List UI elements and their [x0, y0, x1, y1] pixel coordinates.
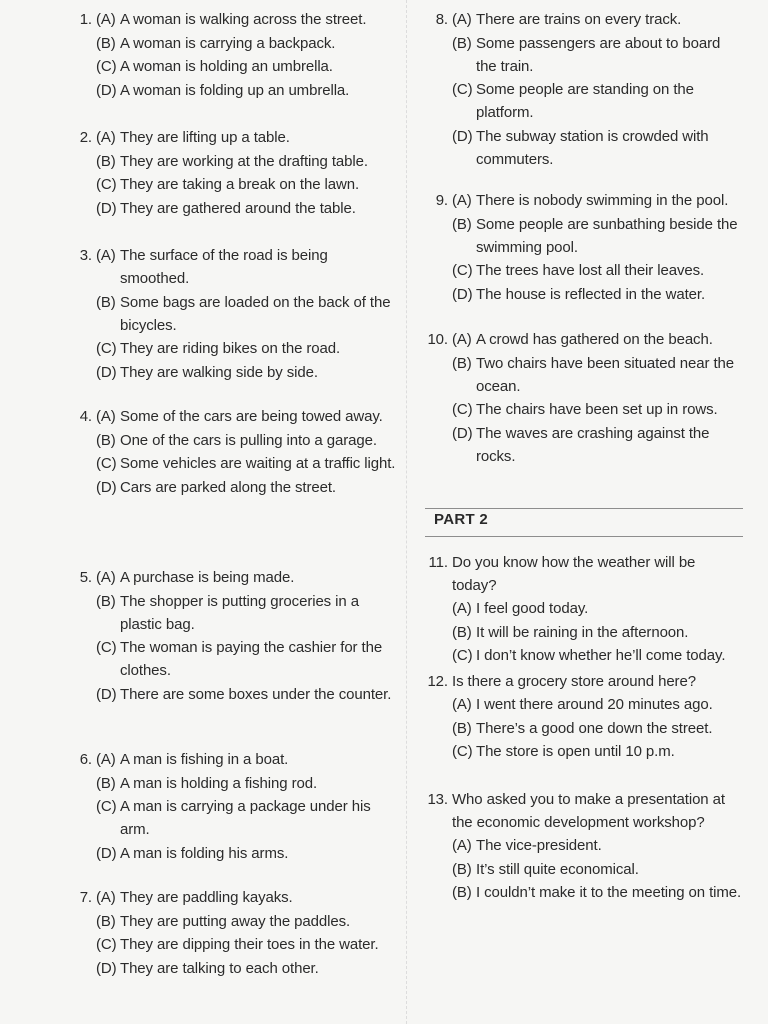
option-label: (D) — [452, 285, 473, 303]
option-text: A man is holding a fishing rod. — [120, 774, 318, 792]
option-text: A woman is walking across the street. — [120, 11, 367, 28]
question-11 — [428, 551, 742, 668]
question-9 — [435, 189, 742, 306]
option-label: (A) — [452, 696, 472, 713]
answer-option — [452, 693, 742, 716]
option-text: I couldn’t make it to the meeting on time. — [476, 884, 742, 901]
option-text: They are riding bikes on the road. — [120, 340, 341, 357]
option-text: They are taking a break on the lawn. — [120, 176, 360, 193]
option-label: (C) — [452, 647, 473, 664]
answer-option — [96, 795, 396, 841]
option-label: (A) — [96, 247, 116, 264]
option-text: They are paddling kayaks. — [120, 889, 293, 906]
answer-option — [452, 125, 742, 171]
column-divider — [406, 0, 407, 1024]
answer-option — [96, 636, 396, 682]
answer-option — [96, 173, 396, 196]
option-text: Some people are standing on the platform. — [476, 81, 694, 121]
option-label: (C) — [96, 176, 117, 193]
option-text: They are walking side by side. — [120, 363, 318, 381]
option-text: There are some boxes under the counter. — [120, 685, 392, 703]
question-number: 6. — [79, 751, 92, 768]
option-label: (D) — [96, 199, 117, 217]
answer-option — [96, 772, 396, 795]
option-label: (B) — [96, 912, 116, 930]
option-label: (A) — [96, 569, 116, 586]
answer-option — [452, 398, 742, 421]
option-text: Some passengers are about to board the train. — [476, 34, 721, 75]
option-label: (D) — [96, 81, 117, 99]
answer-option — [452, 644, 742, 667]
answer-option — [435, 8, 742, 31]
option-text: A woman is carrying a backpack. — [120, 34, 336, 52]
option-label: (B) — [452, 623, 472, 641]
answer-option — [452, 621, 742, 644]
question-8 — [435, 8, 742, 171]
option-label: (D) — [452, 127, 473, 145]
option-label: (D) — [452, 424, 473, 442]
question-number: 7. — [79, 889, 92, 906]
answer-option — [452, 881, 742, 904]
option-label: (C) — [96, 798, 117, 815]
answer-option — [96, 79, 396, 102]
answer-option — [427, 328, 742, 351]
answer-option — [452, 740, 742, 763]
option-label: (C) — [96, 936, 117, 953]
option-text: I don’t know whether he’ll come today. — [476, 647, 726, 664]
option-text: The house is reflected in the water. — [476, 285, 706, 303]
answer-option — [452, 213, 742, 259]
option-text: Some people are sunbathing beside the swimming pool. — [476, 215, 738, 256]
option-text: I feel good today. — [476, 600, 589, 617]
option-label: (B) — [452, 215, 472, 233]
option-text: Two chairs have been situated near the ocean. — [476, 354, 735, 395]
option-text: A man is carrying a package under his arm. — [120, 798, 371, 838]
option-label: (D) — [96, 478, 117, 496]
option-text: They are lifting up a table. — [120, 129, 290, 146]
option-text: There are trains on every track. — [476, 11, 682, 28]
option-text: The store is open until 10 p.m. — [476, 743, 675, 760]
option-text: They are putting away the paddles. — [120, 912, 351, 930]
question-stem-text: Who asked you to make a presentation at the economic development workshop? — [452, 791, 725, 831]
answer-option — [452, 834, 742, 857]
question-10 — [427, 328, 742, 468]
option-label: (B) — [96, 152, 116, 170]
option-text: The chairs have been set up in rows. — [476, 401, 718, 418]
option-label: (B) — [452, 719, 472, 737]
option-text: Some of the cars are being towed away. — [120, 408, 383, 425]
option-text: The shopper is putting groceries in a plastic bag. — [120, 592, 359, 633]
option-label: (B) — [452, 884, 472, 901]
option-label: (A) — [96, 129, 116, 146]
question-12 — [427, 670, 742, 764]
answer-option — [79, 748, 396, 771]
option-label: (C) — [452, 81, 473, 98]
answer-option — [452, 259, 742, 282]
question-stem — [427, 670, 742, 693]
option-label: (B) — [452, 860, 472, 878]
option-text: A man is folding his arms. — [120, 844, 289, 862]
option-label: (C) — [96, 455, 117, 472]
option-label: (A) — [452, 11, 472, 28]
answer-option — [96, 933, 396, 956]
answer-option — [96, 683, 396, 706]
option-text: There is nobody swimming in the pool. — [476, 192, 729, 209]
answer-option — [79, 126, 396, 149]
question-number: 2. — [79, 129, 92, 146]
option-text: One of the cars is pulling into a garage. — [120, 431, 377, 449]
option-label: (C) — [452, 743, 473, 760]
option-label: (C) — [452, 401, 473, 418]
option-label: (B) — [96, 592, 116, 610]
answer-option — [452, 422, 742, 468]
answer-option — [452, 597, 742, 620]
question-5 — [79, 566, 396, 706]
option-text: A crowd has gathered on the beach. — [476, 331, 713, 348]
option-label: (D) — [96, 685, 117, 703]
answer-option — [452, 78, 742, 124]
option-text: A purchase is being made. — [120, 569, 295, 586]
answer-option — [96, 361, 396, 384]
question-number: 11. — [428, 554, 448, 571]
option-label: (A) — [96, 889, 116, 906]
option-text: They are gathered around the table. — [120, 199, 356, 217]
question-7 — [79, 886, 396, 980]
option-label: (C) — [96, 58, 117, 75]
option-text: The woman is paying the cashier for the clothes. — [120, 639, 383, 679]
option-label: (A) — [452, 192, 472, 209]
option-label: (A) — [452, 331, 472, 348]
option-label: (C) — [452, 262, 473, 279]
option-text: The trees have lost all their leaves. — [476, 262, 705, 279]
answer-option — [79, 244, 396, 290]
question-stem-text: Is there a grocery store around here? — [452, 673, 696, 690]
option-text: The waves are crashing against the rocks. — [476, 424, 710, 465]
option-text: A woman is holding an umbrella. — [120, 58, 333, 75]
option-label: (B) — [96, 293, 116, 311]
option-text: Some bags are loaded on the back of the bicycles. — [120, 293, 391, 334]
option-text: I went there around 20 minutes ago. — [476, 696, 713, 713]
question-number: 8. — [435, 11, 448, 28]
option-text: A man is fishing in a boat. — [120, 751, 289, 768]
question-stem-text: Do you know how the weather will be today? — [452, 554, 696, 594]
option-label: (D) — [96, 844, 117, 862]
question-3 — [79, 244, 396, 384]
option-label: (A) — [452, 837, 472, 854]
option-label: (B) — [96, 774, 116, 792]
option-text: The subway station is crowded with commuters. — [476, 127, 709, 168]
option-text: The surface of the road is being smoothed. — [120, 247, 328, 287]
question-number: 5. — [79, 569, 92, 586]
question-2 — [79, 126, 396, 220]
option-text: There’s a good one down the street. — [476, 719, 713, 737]
answer-option — [79, 886, 396, 909]
option-label: (B) — [96, 431, 116, 449]
question-number: 4. — [79, 408, 92, 425]
answer-option — [96, 910, 396, 933]
answer-option — [96, 957, 396, 980]
answer-option — [96, 590, 396, 636]
option-label: (A) — [96, 751, 116, 768]
option-text: It will be raining in the afternoon. — [476, 623, 689, 641]
question-number: 13. — [427, 791, 448, 808]
question-1 — [79, 8, 396, 102]
question-number: 3. — [79, 247, 92, 264]
answer-option — [96, 291, 396, 337]
option-text: Some vehicles are waiting at a traffic light. — [120, 455, 396, 472]
option-label: (A) — [96, 408, 116, 425]
option-label: (B) — [452, 354, 472, 372]
answer-option — [96, 55, 396, 78]
answer-option — [435, 189, 742, 212]
section-rule-top — [425, 508, 743, 509]
option-label: (B) — [452, 34, 472, 52]
option-label: (B) — [96, 34, 116, 52]
answer-option — [96, 150, 396, 173]
answer-option — [96, 429, 396, 452]
answer-option — [452, 858, 742, 881]
answer-option — [96, 197, 396, 220]
answer-option — [96, 842, 396, 865]
answer-option — [96, 32, 396, 55]
answer-option — [452, 32, 742, 78]
option-label: (D) — [96, 959, 117, 977]
option-text: They are working at the drafting table. — [120, 152, 368, 170]
question-13 — [427, 788, 742, 905]
question-number: 12. — [427, 673, 448, 690]
answer-option — [452, 352, 742, 398]
option-label: (D) — [96, 363, 117, 381]
answer-option — [79, 566, 396, 589]
option-label: (A) — [96, 11, 116, 28]
question-6 — [79, 748, 396, 865]
answer-option — [96, 452, 396, 475]
section-rule-bottom — [425, 536, 743, 537]
question-stem — [427, 788, 742, 834]
answer-option — [96, 476, 396, 499]
option-text: Cars are parked along the street. — [120, 478, 336, 496]
part-2-heading: PART 2 — [434, 511, 489, 528]
question-4 — [79, 405, 396, 499]
answer-option — [79, 405, 396, 428]
option-text: They are talking to each other. — [120, 959, 319, 977]
question-stem — [428, 551, 742, 597]
answer-option — [452, 283, 742, 306]
question-number: 1. — [79, 11, 92, 28]
option-text: The vice-president. — [476, 837, 602, 854]
answer-option — [79, 8, 396, 31]
option-text: It’s still quite economical. — [476, 860, 639, 878]
question-number: 9. — [435, 192, 448, 209]
option-label: (C) — [96, 340, 117, 357]
option-text: A woman is folding up an umbrella. — [120, 81, 350, 99]
option-text: They are dipping their toes in the water. — [120, 936, 379, 953]
answer-option — [96, 337, 396, 360]
option-label: (C) — [96, 639, 117, 656]
answer-option — [452, 717, 742, 740]
question-number: 10. — [427, 331, 448, 348]
option-label: (A) — [452, 600, 472, 617]
